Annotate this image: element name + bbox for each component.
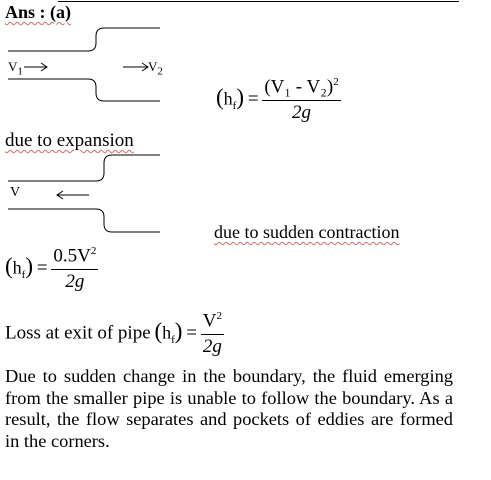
exit-denominator: 2g	[202, 336, 222, 358]
contraction-lower-wall	[8, 209, 160, 232]
expansion-upper-wall	[8, 28, 160, 51]
expansion-denominator: 2g	[292, 102, 312, 124]
exit-loss-formula: Loss at exit of pipe $(h_f)$ = $\frac{V^2}{2g}$	[5, 310, 223, 358]
contraction-upper-wall	[8, 155, 160, 181]
explanation-paragraph: Due to sudden change in the boundary, the fluid emerging from the smaller pipe is unable to follow the boundary. As a result, the flow separates and pockets of eddies are formed in the corners.	[5, 366, 453, 451]
expansion-numerator: (V₁ - V₂)	[264, 76, 334, 98]
contraction-formula: $(h_f)$ = $\frac{0.5V^2}{2g}$	[5, 245, 97, 293]
answer-label: Ans : (a)	[5, 2, 71, 22]
exit-numerator: V	[202, 310, 217, 332]
contraction-numerator: 0.5V	[53, 245, 91, 267]
expansion-caption: due to expansion	[5, 130, 134, 151]
v2-label: $V_2$	[148, 59, 163, 78]
v1-label: $V_1$	[8, 59, 23, 78]
v-label: V	[10, 185, 21, 200]
exit-loss-text: Loss at exit of pipe	[5, 322, 151, 344]
contraction-denominator: 2g	[65, 271, 85, 293]
contraction-caption: due to sudden contraction	[214, 222, 400, 242]
expansion-formula: $(h_f)$ = $\frac{(V_1 - V_2)^2}{2g}$	[216, 76, 339, 124]
expansion-lower-wall	[8, 79, 160, 101]
